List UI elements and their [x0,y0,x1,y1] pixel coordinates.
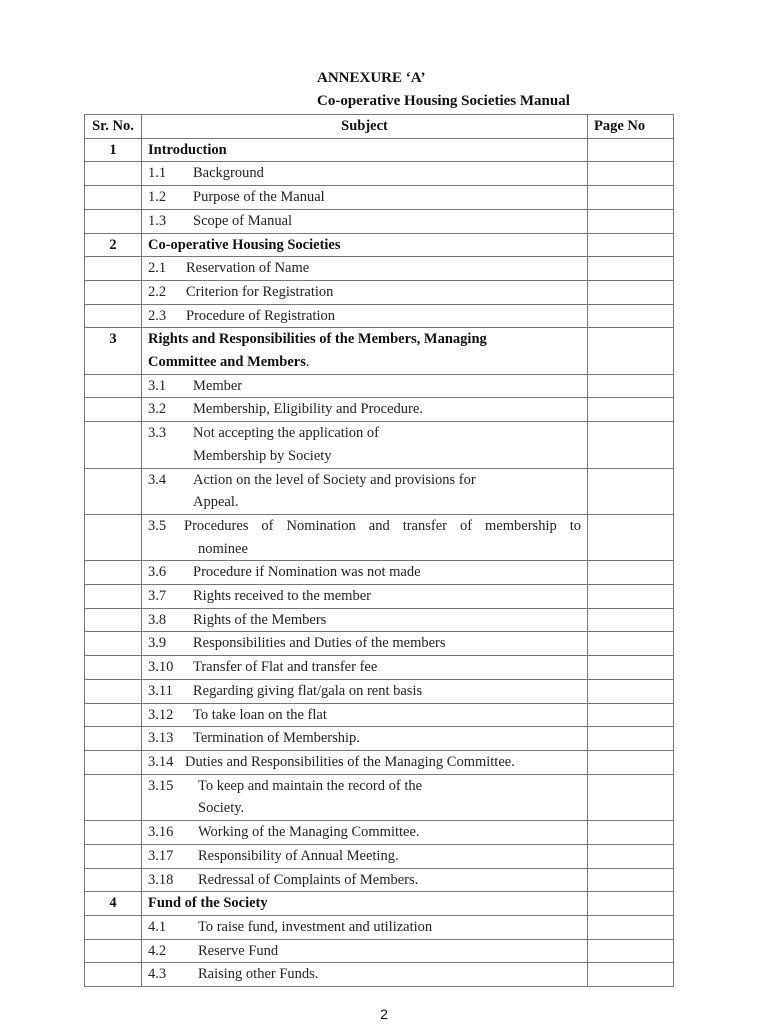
item-text: Not accepting the application of [193,425,380,442]
item-text: Termination of Membership. [193,730,360,747]
item-number: 3.7 [148,588,167,605]
item-number: 3.5 [148,517,167,534]
table-row [85,915,674,939]
annexure-title: ANNEXURE ‘A’ [317,70,426,86]
item-number: 3.14 [148,753,174,770]
item-text: Scope of Manual [193,212,293,229]
item-text: Reserve Fund [198,942,279,959]
section-number: 4 [85,892,142,916]
item-text: To take loan on the flat [193,706,327,723]
item-text: Regarding giving flat/gala on rent basis [193,682,423,699]
section-number: 3 [85,328,142,374]
item-number: 3.13 [148,730,174,747]
item-number: 3.9 [148,635,167,652]
manual-title: Co-operative Housing Societies Manual [317,93,570,109]
item-number: 3.16 [148,824,174,841]
table-row [85,514,674,560]
table-row [85,257,674,281]
item-text: Member [193,377,243,394]
item-number: 3.8 [148,611,167,628]
item-text: Rights of the Members [193,611,327,628]
table-row [85,844,674,868]
section-row [85,892,674,916]
table-header-row [85,115,674,139]
item-number: 3.11 [148,682,173,699]
item-number: 3.18 [148,871,174,888]
item-number: 4.1 [148,918,167,935]
item-number: 3.1 [148,377,167,394]
item-text: Duties and Responsibilities of the Managing Committee. [185,753,515,770]
item-text: Transfer of Flat and transfer fee [193,659,378,676]
table-row [85,280,674,304]
item-number: 1.1 [148,165,167,182]
item-number: 3.3 [148,425,167,442]
table-row [85,304,674,328]
item-text: Redressal of Complaints of Members. [198,871,419,888]
table-row [85,939,674,963]
section-row [85,138,674,162]
item-number: 4.3 [148,966,167,983]
section-title: Co-operative Housing Societies [142,233,588,257]
header-subject: Subject [142,115,588,139]
item-number: 3.17 [148,847,174,864]
section-number: 2 [85,233,142,257]
page-cell [588,138,674,162]
item-text-continued: nominee [198,540,248,557]
section-title: Rights and Responsibilities of the Members, Managing Committee and Members. [142,328,588,374]
item-text: Reservation of Name [186,260,310,277]
table-row [85,703,674,727]
item-text: Working of the Managing Committee. [198,824,420,841]
item-number: 3.10 [148,659,174,676]
table-row [85,585,674,609]
section-title: Fund of the Society [142,892,588,916]
table-row [85,774,674,820]
item-text: To keep and maintain the record of the [198,777,423,794]
item-number: 2.1 [148,260,167,277]
table-row [85,963,674,987]
table-row [85,679,674,703]
item-number: 3.4 [148,471,167,488]
item-number: 4.2 [148,942,167,959]
item-number: 3.15 [148,777,174,794]
section-number: 1 [85,138,142,162]
table-row [85,561,674,585]
item-text-continued: Membership by Society [193,447,332,464]
table-row [85,374,674,398]
table-row [85,656,674,680]
item-text: Action on the level of Society and provisions for [193,471,476,488]
section-title: Introduction [142,138,588,162]
item-number: 3.2 [148,401,167,418]
item-text: Responsibility of Annual Meeting. [198,847,399,864]
item-text: Procedure if Nomination was not made [193,564,421,581]
item-number: 2.3 [148,307,167,324]
item-number: 2.2 [148,283,167,300]
table-row [85,608,674,632]
item-text-continued: Society. [198,800,245,817]
table-row [85,750,674,774]
table-row [85,422,674,468]
contents-table [84,114,674,987]
item-text-continued: Appeal. [193,494,239,511]
table-row [85,868,674,892]
table-row [85,468,674,514]
table-row [85,727,674,751]
table-row [85,162,674,186]
item-text: Procedures of Nomination and transfer of membership to [184,517,581,534]
item-text: Membership, Eligibility and Procedure. [193,401,423,418]
item-text: Raising other Funds. [198,966,319,983]
item-text: Rights received to the member [193,588,371,605]
table-row [85,821,674,845]
item-number: 3.12 [148,706,174,723]
item-text: Background [193,165,264,182]
item-number: 1.2 [148,189,167,206]
table-row [85,186,674,210]
item-text: Responsibilities and Duties of the members [193,635,446,652]
header-page-no: Page No [588,115,674,139]
item-text: Purpose of the Manual [193,189,325,206]
header-sr-no: Sr. No. [85,115,142,139]
table-row [85,398,674,422]
item-text: Procedure of Registration [186,307,335,324]
section-row [85,233,674,257]
item-text: Criterion for Registration [186,283,334,300]
item-text: To raise fund, investment and utilization [198,918,433,935]
page-number: 2 [380,1006,388,1022]
table-row [85,632,674,656]
table-row [85,209,674,233]
item-number: 3.6 [148,564,167,581]
item-number: 1.3 [148,212,167,229]
section-row [85,328,674,374]
